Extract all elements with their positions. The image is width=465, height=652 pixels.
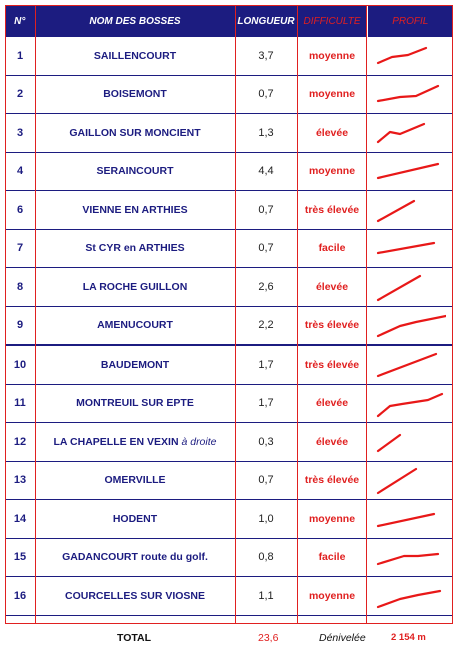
row-number: 8 <box>5 268 35 307</box>
profile-sparkline <box>374 154 446 188</box>
totals-row <box>5 626 453 650</box>
profile-sparkline <box>374 231 446 265</box>
climb-name <box>35 75 235 114</box>
profile-line <box>378 48 426 63</box>
climb-name-text: OMERVILLE <box>104 474 166 487</box>
climb-length: 0,7 <box>235 461 297 500</box>
header-num: N° <box>5 5 35 37</box>
profile-line <box>378 591 440 607</box>
climb-name-text: MONTREUIL SUR EPTE <box>76 397 194 410</box>
climb-name <box>35 345 235 384</box>
header-length: LONGUEUR <box>235 5 297 37</box>
table-row <box>5 268 453 307</box>
climb-difficulty: moyenne <box>297 152 367 191</box>
climb-name-text: SERAINCOURT <box>96 165 174 178</box>
table-row <box>5 152 453 191</box>
climb-difficulty: très élevée <box>297 461 367 500</box>
climb-difficulty: élevée <box>297 423 367 462</box>
profile-line <box>378 469 416 493</box>
climb-difficulty: moyenne <box>297 37 367 75</box>
climb-name-text: AMENUCOURT <box>97 319 173 332</box>
profile-sparkline <box>374 116 446 150</box>
row-number: 14 <box>5 500 35 539</box>
row-number: 1 <box>5 37 35 75</box>
climb-name <box>35 423 235 462</box>
header-difficulty: DIFFICULTE <box>297 5 367 37</box>
climb-length: 2,2 <box>235 306 297 345</box>
table-row <box>5 37 453 75</box>
climb-name-text: BAUDEMONT <box>100 358 170 371</box>
profile-sparkline <box>374 77 446 111</box>
climb-difficulty: moyenne <box>297 75 367 114</box>
climb-length: 0,7 <box>235 191 297 230</box>
profile-line <box>378 354 436 376</box>
row-number: 3 <box>5 114 35 153</box>
climb-name <box>35 577 235 616</box>
table-row <box>5 577 453 616</box>
table-row <box>5 345 453 384</box>
profile-line <box>378 86 438 101</box>
total-label: TOTAL <box>117 632 152 644</box>
profile-sparkline <box>374 425 446 459</box>
table-row <box>5 384 453 423</box>
climb-profile <box>367 461 453 500</box>
table-row <box>5 75 453 114</box>
profile-line <box>378 514 434 526</box>
climb-profile <box>367 191 453 230</box>
row-number: 2 <box>5 75 35 114</box>
climb-profile <box>367 306 453 345</box>
row-number: 7 <box>5 229 35 268</box>
row-number: 10 <box>5 345 35 384</box>
climbs-table <box>5 5 453 616</box>
denivele-value: 2 154 m <box>391 632 426 643</box>
climb-profile <box>367 75 453 114</box>
profile-sparkline <box>374 386 446 420</box>
climb-length: 4,4 <box>235 152 297 191</box>
table-row <box>5 423 453 462</box>
row-number: 11 <box>5 384 35 423</box>
table-row <box>5 500 453 539</box>
climb-difficulty: très élevée <box>297 306 367 345</box>
climb-name <box>35 500 235 539</box>
row-number: 13 <box>5 461 35 500</box>
climb-name-suffix: à droite <box>181 435 217 448</box>
climb-profile <box>367 229 453 268</box>
profile-sparkline <box>374 270 446 304</box>
climb-name <box>35 229 235 268</box>
climb-length: 0,3 <box>235 423 297 462</box>
climb-name <box>35 152 235 191</box>
climb-profile <box>367 500 453 539</box>
climb-length: 1,1 <box>235 577 297 616</box>
climb-name <box>35 37 235 75</box>
row-number: 12 <box>5 423 35 462</box>
table-row <box>5 306 453 345</box>
climb-difficulty: élevée <box>297 268 367 307</box>
climb-length: 1,0 <box>235 500 297 539</box>
climb-profile <box>367 37 453 75</box>
climb-profile <box>367 268 453 307</box>
climb-length: 2,6 <box>235 268 297 307</box>
climb-profile <box>367 384 453 423</box>
climb-profile <box>367 114 453 153</box>
climb-length: 3,7 <box>235 37 297 75</box>
table-body <box>5 37 453 615</box>
profile-line <box>378 164 438 178</box>
climb-length: 1,7 <box>235 345 297 384</box>
climb-name <box>35 384 235 423</box>
climb-difficulty: moyenne <box>297 577 367 616</box>
profile-sparkline <box>374 39 446 73</box>
climb-length: 0,7 <box>235 229 297 268</box>
climb-profile <box>367 538 453 577</box>
climb-name <box>35 461 235 500</box>
row-number: 16 <box>5 577 35 616</box>
climb-difficulty: moyenne <box>297 500 367 539</box>
profile-sparkline <box>374 579 446 613</box>
climb-name-text: BOISEMONT <box>103 88 167 101</box>
climb-name-text: GAILLON SUR MONCIENT <box>69 126 201 139</box>
climb-profile <box>367 152 453 191</box>
profile-sparkline <box>374 308 446 342</box>
profile-line <box>378 435 400 451</box>
climb-name <box>35 306 235 345</box>
profile-line <box>378 316 446 336</box>
climb-profile <box>367 423 453 462</box>
profile-sparkline <box>374 540 446 574</box>
row-number: 9 <box>5 306 35 345</box>
profile-sparkline <box>374 193 446 227</box>
climb-name-text: GADANCOURT route du golf. <box>62 551 208 564</box>
climb-name-text: St CYR en ARTHIES <box>85 242 185 255</box>
row-number: 4 <box>5 152 35 191</box>
header-profile: PROFIL <box>367 5 453 37</box>
profile-sparkline <box>374 463 446 497</box>
climb-name <box>35 538 235 577</box>
climb-difficulty: élevée <box>297 384 367 423</box>
climb-length: 1,7 <box>235 384 297 423</box>
climb-profile <box>367 577 453 616</box>
table-row <box>5 538 453 577</box>
table-row <box>5 461 453 500</box>
climb-name-text: VIENNE EN ARTHIES <box>82 203 188 216</box>
climbs-sheet <box>5 5 453 616</box>
climb-name-text: LA CHAPELLE EN VEXIN <box>53 435 179 448</box>
climb-name-text: HODENT <box>112 512 158 525</box>
climb-difficulty: très élevée <box>297 345 367 384</box>
profile-sparkline <box>374 348 446 382</box>
profile-line <box>378 554 438 564</box>
denivele-label: Dénivelée <box>319 632 366 644</box>
table-row <box>5 191 453 230</box>
table-row <box>5 229 453 268</box>
climb-length: 1,3 <box>235 114 297 153</box>
climb-name <box>35 191 235 230</box>
climb-difficulty: facile <box>297 538 367 577</box>
climb-name-text: COURCELLES SUR VIOSNE <box>64 589 206 602</box>
climb-length: 0,7 <box>235 75 297 114</box>
climb-difficulty: très élevée <box>297 191 367 230</box>
profile-line <box>378 124 424 142</box>
climb-name-text: LA ROCHE GUILLON <box>82 280 188 293</box>
profile-sparkline <box>374 502 446 536</box>
climb-difficulty: facile <box>297 229 367 268</box>
row-number: 6 <box>5 191 35 230</box>
profile-line <box>378 201 414 221</box>
climb-profile <box>367 345 453 384</box>
climb-name <box>35 268 235 307</box>
profile-line <box>378 394 442 416</box>
header-name: NOM DES BOSSES <box>35 5 235 37</box>
table-row <box>5 114 453 153</box>
row-number: 15 <box>5 538 35 577</box>
total-length: 23,6 <box>258 632 279 644</box>
climb-name <box>35 114 235 153</box>
profile-line <box>378 276 420 300</box>
profile-line <box>378 243 434 253</box>
climb-difficulty: élevée <box>297 114 367 153</box>
climb-length: 0,8 <box>235 538 297 577</box>
table-header-row <box>5 5 453 37</box>
climb-name-text: SAILLENCOURT <box>93 49 177 62</box>
